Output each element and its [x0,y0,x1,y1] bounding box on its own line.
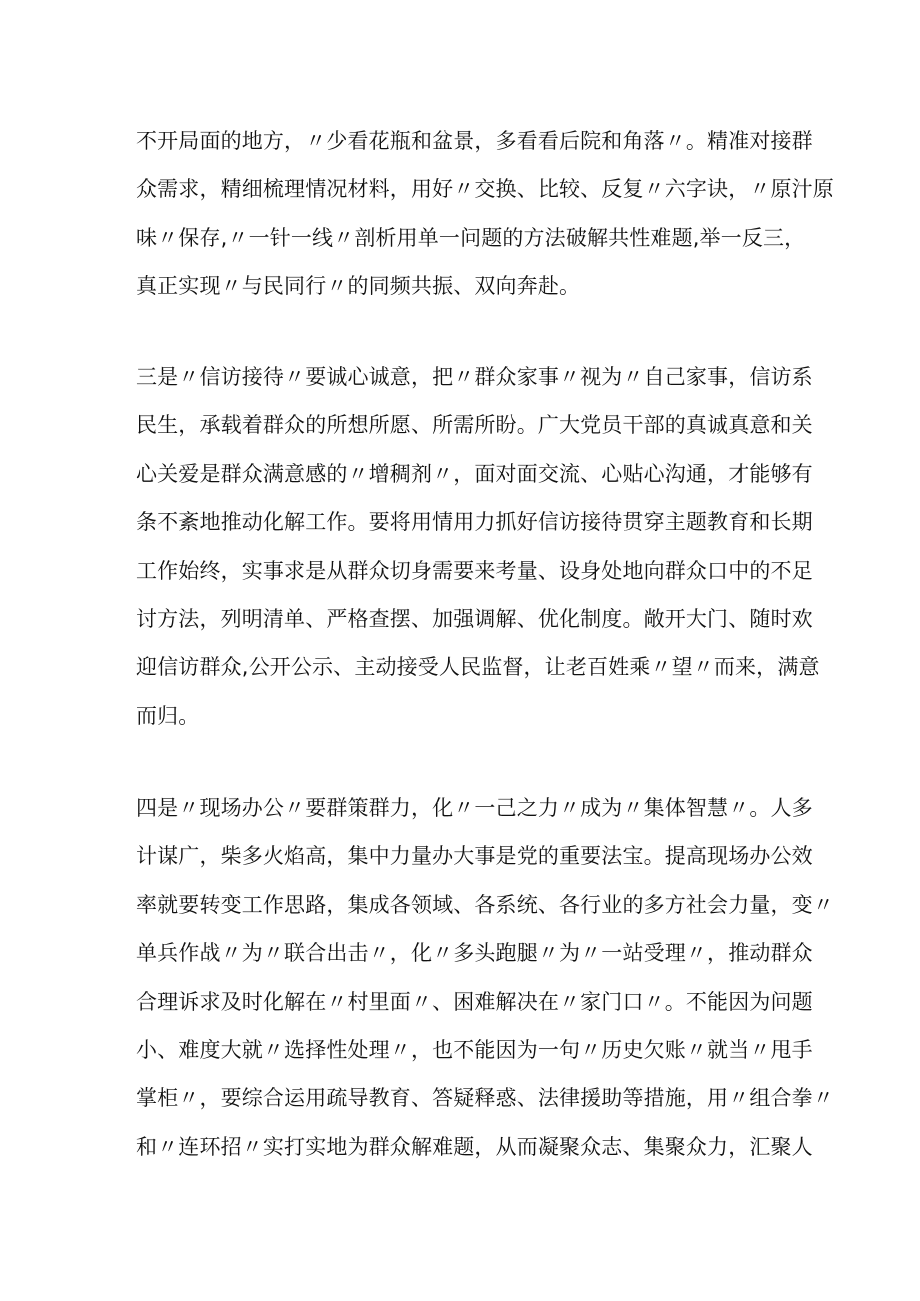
paragraph-line: 民生，承载着群众的所想所愿、所需所盼。广大党员干部的真诚真意和关 [136,413,813,438]
paragraph-line: 众需求，精细梳理情况材料，用好〃交换、比较、反复〃六字诀，〃原汁原 [136,177,834,202]
paragraph-line: 不开局面的地方，〃少看花瓶和盆景，多看看后院和角落〃。精准对接群 [136,129,813,153]
paragraph-line: 真正实现〃与民同行〃的同频共振、双向奔赴。 [136,274,581,299]
paragraph-line: 讨方法，列明清单、严格查摆、加强调解、优化制度。敞开大门、随时欢 [136,606,813,631]
paragraph-line: 迎信访群众,公开公示、主动接受人民监督，让老百姓乘〃望〃而来，满意 [136,655,820,680]
paragraph-line: 计谋广，柴多火焰高，集中力量办大事是党的重要法宝。提高现场办公效 [136,844,813,869]
paragraph-line: 四是〃现场办公〃要群策群力，化〃一己之力〃成为〃集体智慧〃。人多 [136,796,813,820]
paragraph-line: 单兵作战〃为〃联合出击〃，化〃多头跑腿〃为〃一站受理〃，推动群众 [136,941,813,966]
paragraph-line: 和〃连环招〃实打实地为群众解难题，从而凝聚众志、集聚众力，汇聚人 [136,1134,813,1159]
paragraph-line: 小、难度大就〃选择性处理〃，也不能因为一句〃历史欠账〃就当〃甩手 [136,1037,813,1062]
paragraph-line: 掌柜〃，要综合运用疏导教育、答疑释惑、法律援助等措施，用〃组合拳〃 [136,1086,834,1111]
paragraph-line: 条不紊地推动化解工作。要将用情用力抓好信访接待贯穿主题教育和长期 [136,510,813,535]
paragraph-line: 三是〃信访接待〃要诚心诚意，把〃群众家事〃视为〃自己家事，信访系 [136,365,813,389]
paragraph-line: 而归。 [136,703,200,728]
paragraph-3 [136,784,834,1171]
paragraph-line: 味〃保存,〃一针一线〃剖析用单一问题的方法破解共性难题,举一反三， [136,225,806,250]
paragraph-line: 率就要转变工作思路，集成各领域、各系统、各行业的多方社会力量，变〃 [136,892,834,917]
paragraph-line: 工作始终，实事求是从群众切身需要来考量、设身处地向群众口中的不足 [136,558,813,583]
paragraph-line: 心关爱是群众满意感的〃增稠剂〃，面对面交流、心贴心沟通，才能够有 [136,461,813,486]
paragraph-line: 合理诉求及时化解在〃村里面〃、困难解决在〃家门口〃。不能因为问题 [136,989,813,1014]
paragraph-2 [136,353,820,740]
paragraph-1 [136,117,834,311]
